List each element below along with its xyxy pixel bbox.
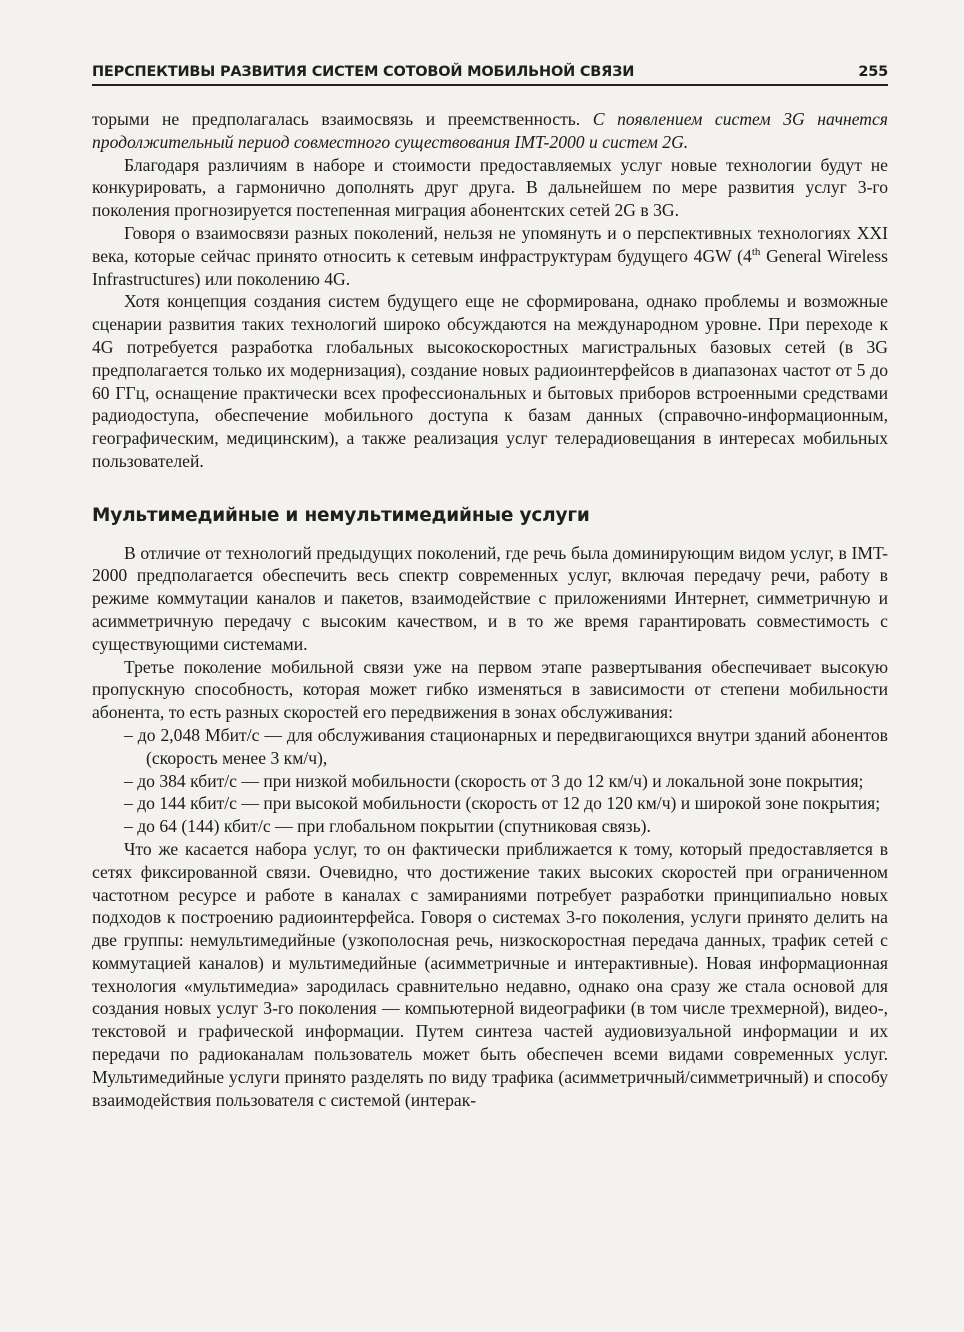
section-heading: Мультимедийные и немультимедийные услуги xyxy=(92,504,590,526)
paragraph: Благодаря различиям в наборе и стоимости предоставляемых услуг новые технологии будут не конкурировать, а гармонично дополнять друг друга. В дальнейшем по мере развития услуг 3-го поколения прогнозируется постепенная миграция абонентских сетей 2G в 3G. xyxy=(92,154,888,221)
paragraph-text: General Wireless Infrastructures) или поколению 4G. xyxy=(92,245,888,289)
italic-statement: С появлением систем 3G начнется продолжительный период совместного существования IMT-2000 и систем 2G. xyxy=(92,109,888,152)
running-header xyxy=(92,64,888,86)
list-item: – до 64 (144) кбит/с — при глобальном покрытии (спутниковая связь). xyxy=(124,816,651,837)
paragraph-continued xyxy=(92,108,888,154)
list-item: – до 2,048 Мбит/с — для обслуживания стационарных и передвигающихся внутри зданий абонентов (скорость менее 3 км/ч), xyxy=(124,724,888,768)
paragraph-text: торыми не предполагалась взаимосвязь и преемственность. xyxy=(92,109,593,129)
chapter-title: ПЕРСПЕКТИВЫ РАЗВИТИЯ СИСТЕМ СОТОВОЙ МОБИЛЬНОЙ СВЯЗИ xyxy=(92,64,635,80)
speed-list xyxy=(92,724,888,838)
paragraph: Что же касается набора услуг, то он фактически приближается к тому, который предоставляется в сетях фиксированной связи. Очевидно, что достижение таких высоких скоростей при ограниченном частотном ресурсе и работе в каналах с замираниями потребует разработки принципиально новых подходов к построению радиоинтерфейса. Говоря о системах 3-го поколения, услуги принято делить на две группы: немультимедийные (узкополосная речь, низкоскоростная передача данных, трафик сетей с коммутацией каналов) и мультимедийные (асимметричные и интерактивные). Новая информационная технология «мультимедиа» зародилась сравнительно недавно, однако она сразу же стала основой для создания новых услуг 3-го поколения — компьютерной видеографики (в том числе трехмерной), видео-, текстовой и графической информации. Путем синтеза частей аудиовизуальной информации и их передачи по радиоканалам пользователь может быть обеспечен всеми видами современных услуг. Мультимедийные услуги принято разделять по виду трафика (асимметричный/симметричный) и способу взаимодействия пользователя с системой (интерак- xyxy=(92,838,888,1110)
paragraph: Хотя концепция создания систем будущего еще не сформирована, однако проблемы и возможные сценарии развития таких технологий широко обсуждаются на международном уровне. При переходе к 4G потребуется разработка глобальных высокоскоростных магистральных базовых сетей (в 3G предполагается только их модернизация), создание новых радиоинтерфейсов в диапазонах частот от 5 до 60 ГГц, оснащение практически всех профессиональных и бытовых приборов встроенными средствами радиодоступа, обеспечение мобильного доступа к базам данных (справочно-информационным, географическим, медицинским), а также реализация услуг телерадиовещания в интересах мобильных пользователей. xyxy=(92,291,888,471)
paragraph-text: Говоря о взаимосвязи разных поколений, нельзя не упомянуть и о перспективных технологиях XXI века, которые сейчас принято относить к сетевым инфраструктурам будущего 4GW (4 xyxy=(92,222,888,266)
paragraph-4g xyxy=(92,222,888,290)
page-number: 255 xyxy=(858,64,888,80)
list-item: – до 384 кбит/с — при низкой мобильности (скорость от 3 до 12 км/ч) и локальной зоне покрытия; xyxy=(124,770,864,791)
superscript: th xyxy=(751,245,761,258)
book-page xyxy=(92,64,888,1111)
page-body xyxy=(92,108,888,1111)
paragraph: Третье поколение мобильной связи уже на первом этапе развертывания обеспечивает высокую пропускную способность, которая может гибко изменяться в зависимости от степени мобильности абонента, то есть разных скоростей его передвижения в зонах обслуживания: xyxy=(92,656,888,723)
paragraph: В отличие от технологий предыдущих поколений, где речь была доминирующим видом услуг, в IMT-2000 предполагается обеспечить весь спектр современных услуг, включая передачу речи, работу в режиме коммутации каналов и пакетов, взаимодействие с приложениями Интернет, симметричную и асимметричную передачу с высоким качеством, и в то же время гарантировать совместимость с существующими системами. xyxy=(92,542,888,654)
list-item: – до 144 кбит/с — при высокой мобильности (скорость от 12 до 120 км/ч) и широкой зоне покрытия; xyxy=(124,793,881,814)
